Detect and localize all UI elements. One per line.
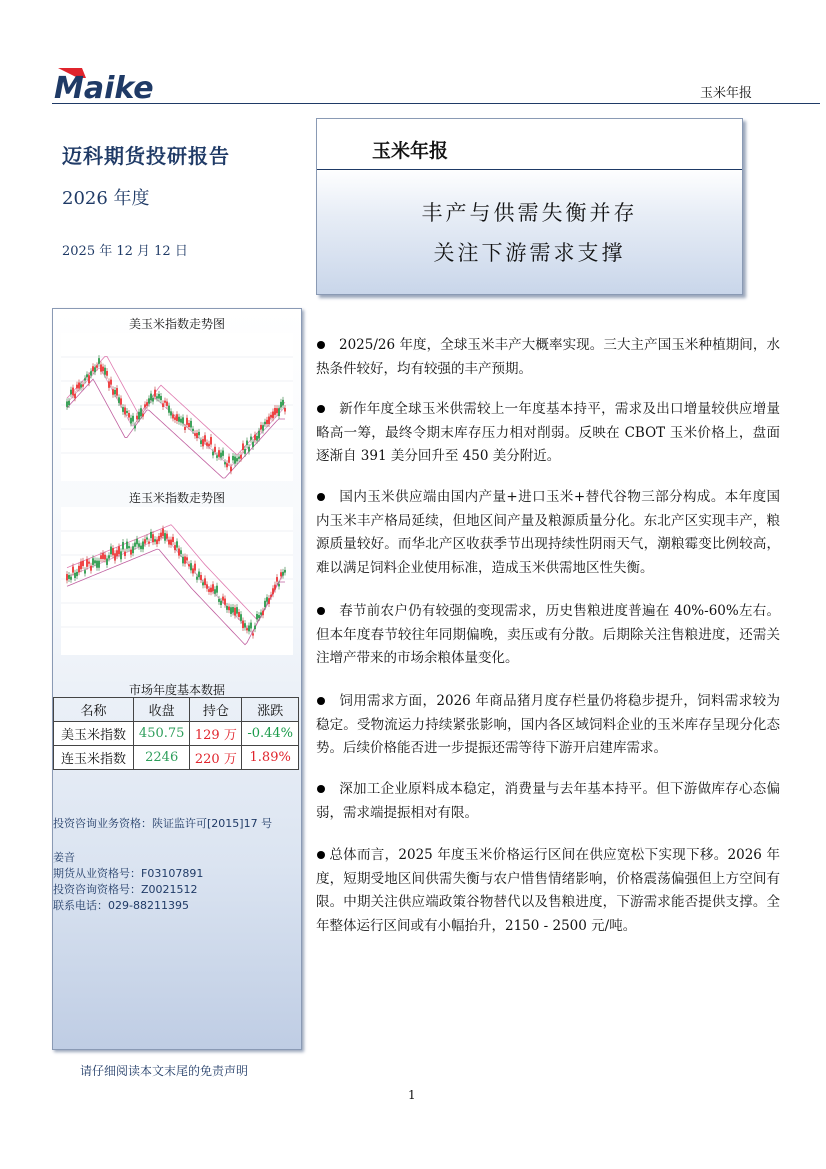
col-header-change: 涨跌 — [242, 698, 299, 722]
bullet-dot-icon — [317, 607, 325, 615]
bullet-dot-icon — [317, 785, 325, 793]
col-header-name: 名称 — [54, 698, 134, 722]
bullet-paragraph: 深加工企业原料成本稳定，消费量与去年基本持平。但下游做库存心态偏弱，需求端提振相对有限。 — [316, 781, 780, 821]
page-number: 1 — [408, 1088, 416, 1102]
report-year: 2026 年度 — [62, 188, 150, 209]
market-data-table — [53, 697, 299, 770]
bullet-paragraph: 新作年度全球玉米供需较上一年度基本持平，需求及出口增量较供应增量略高一筹，最终令期末库存压力相对削弱。反映在 CBOT 玉米价格上，盘面逐渐自 391 美分回升至 450 美分附近。 — [316, 401, 780, 464]
row-oi: 129 万 — [190, 722, 242, 746]
bullet-paragraph: 饲用需求方面，2026 年商品猪月度存栏量仍将稳步提升，饲料需求较为稳定。受物流运力持续紧张影响，国内各区域饲料企业的玉米库存呈现分化态势。后续价格能否进一步提振还需等待下游开启建库需求。 — [316, 693, 780, 756]
row-name: 连玉米指数 — [54, 746, 134, 770]
col-header-close: 收盘 — [134, 698, 190, 722]
bullet-paragraph: 国内玉米供应端由国内产量+进口玉米+替代谷物三部分构成。本年度国内玉米丰产格局延续，但地区间产量及粮源质量分化。东北产区实现丰产，粮源质量较好。而华北产区收获季节出现持续性阴雨天气，潮粮霉变比例较高，难以满足饲料企业使用标准，造成玉米供需地区性失衡。 — [316, 489, 780, 576]
header-doc-type: 玉米年报 — [700, 86, 753, 101]
dalian-corn-chart-title: 连玉米指数走势图 — [128, 491, 225, 505]
row-oi: 220 万 — [190, 746, 242, 770]
bullet-paragraph: 春节前农户仍有较强的变现需求，历史售粮进度普遍在 40%-60%左右。但本年度春节较往年同期偏晚，卖压或有分散。后期除关注售粮进度，还需关注增产带来的市场余粮体量变化。 — [316, 603, 780, 666]
row-name: 美玉米指数 — [54, 722, 134, 746]
table-row — [54, 722, 299, 746]
svg-text:Maike: Maike — [54, 71, 154, 104]
qualification-text: 投资咨询业务资格：陕证监许可[2015]17 号 — [53, 817, 273, 830]
header-divider — [52, 103, 820, 104]
bullet-paragraph: 2025/26 年度，全球玉米丰产大概率实现。三大主产国玉米种植期间，水热条件较好，均有较强的丰产预期。 — [316, 337, 780, 377]
row-change: -0.44% — [242, 722, 299, 746]
disclaimer-notice: 请仔细阅读本文末尾的免责声明 — [80, 1064, 249, 1078]
dalian-corn-index-chart — [61, 507, 293, 655]
bullet-paragraph: 总体而言，2025 年度玉米价格运行区间在供应宽松下实现下移。2026 年度，短期受地区间供需失衡与农户惜售情绪影响，价格震荡偏强但上方空间有限。中期关注供应端政策谷物替代以及售粮进度，下游需求能否提供支撑。全年整体运行区间或有小幅抬升，2150 - 2500 元/吨。 — [316, 847, 780, 934]
bullet-dot-icon — [317, 697, 325, 705]
market-table-title: 市场年度基本数据 — [128, 683, 225, 697]
row-change: 1.89% — [242, 746, 299, 770]
us-corn-index-chart — [61, 333, 293, 481]
us-corn-chart-title: 美玉米指数走势图 — [128, 317, 225, 331]
row-close: 2246 — [134, 746, 190, 770]
title-box — [316, 118, 743, 295]
report-title: 玉米年报 — [372, 140, 449, 162]
row-close: 450.75 — [134, 722, 190, 746]
maike-logo — [52, 62, 162, 104]
contact-phone: 联系电话：029-88211395 — [53, 899, 189, 912]
bullet-dot-icon — [317, 341, 325, 349]
title-box-header — [317, 119, 742, 170]
report-subtitle-line1: 丰产与供需失衡并存 — [421, 201, 638, 225]
analyst-name: 姜音 — [53, 851, 75, 864]
bullet-dot-icon — [317, 405, 325, 413]
bullet-dot-icon — [317, 851, 325, 859]
report-subtitle-line2: 关注下游需求支撑 — [433, 241, 626, 265]
bullet-dot-icon — [317, 493, 325, 501]
table-header-row — [54, 698, 299, 722]
advisory-license: 投资咨询资格号：Z0021512 — [53, 883, 198, 896]
col-header-oi: 持仓 — [190, 698, 242, 722]
company-report-title: 迈科期货投研报告 — [62, 144, 230, 168]
table-row — [54, 746, 299, 770]
futures-license: 期货从业资格号：F03107891 — [53, 867, 204, 880]
sidebar-panel — [52, 308, 302, 1050]
report-date: 2025 年 12 月 12 日 — [62, 244, 188, 259]
